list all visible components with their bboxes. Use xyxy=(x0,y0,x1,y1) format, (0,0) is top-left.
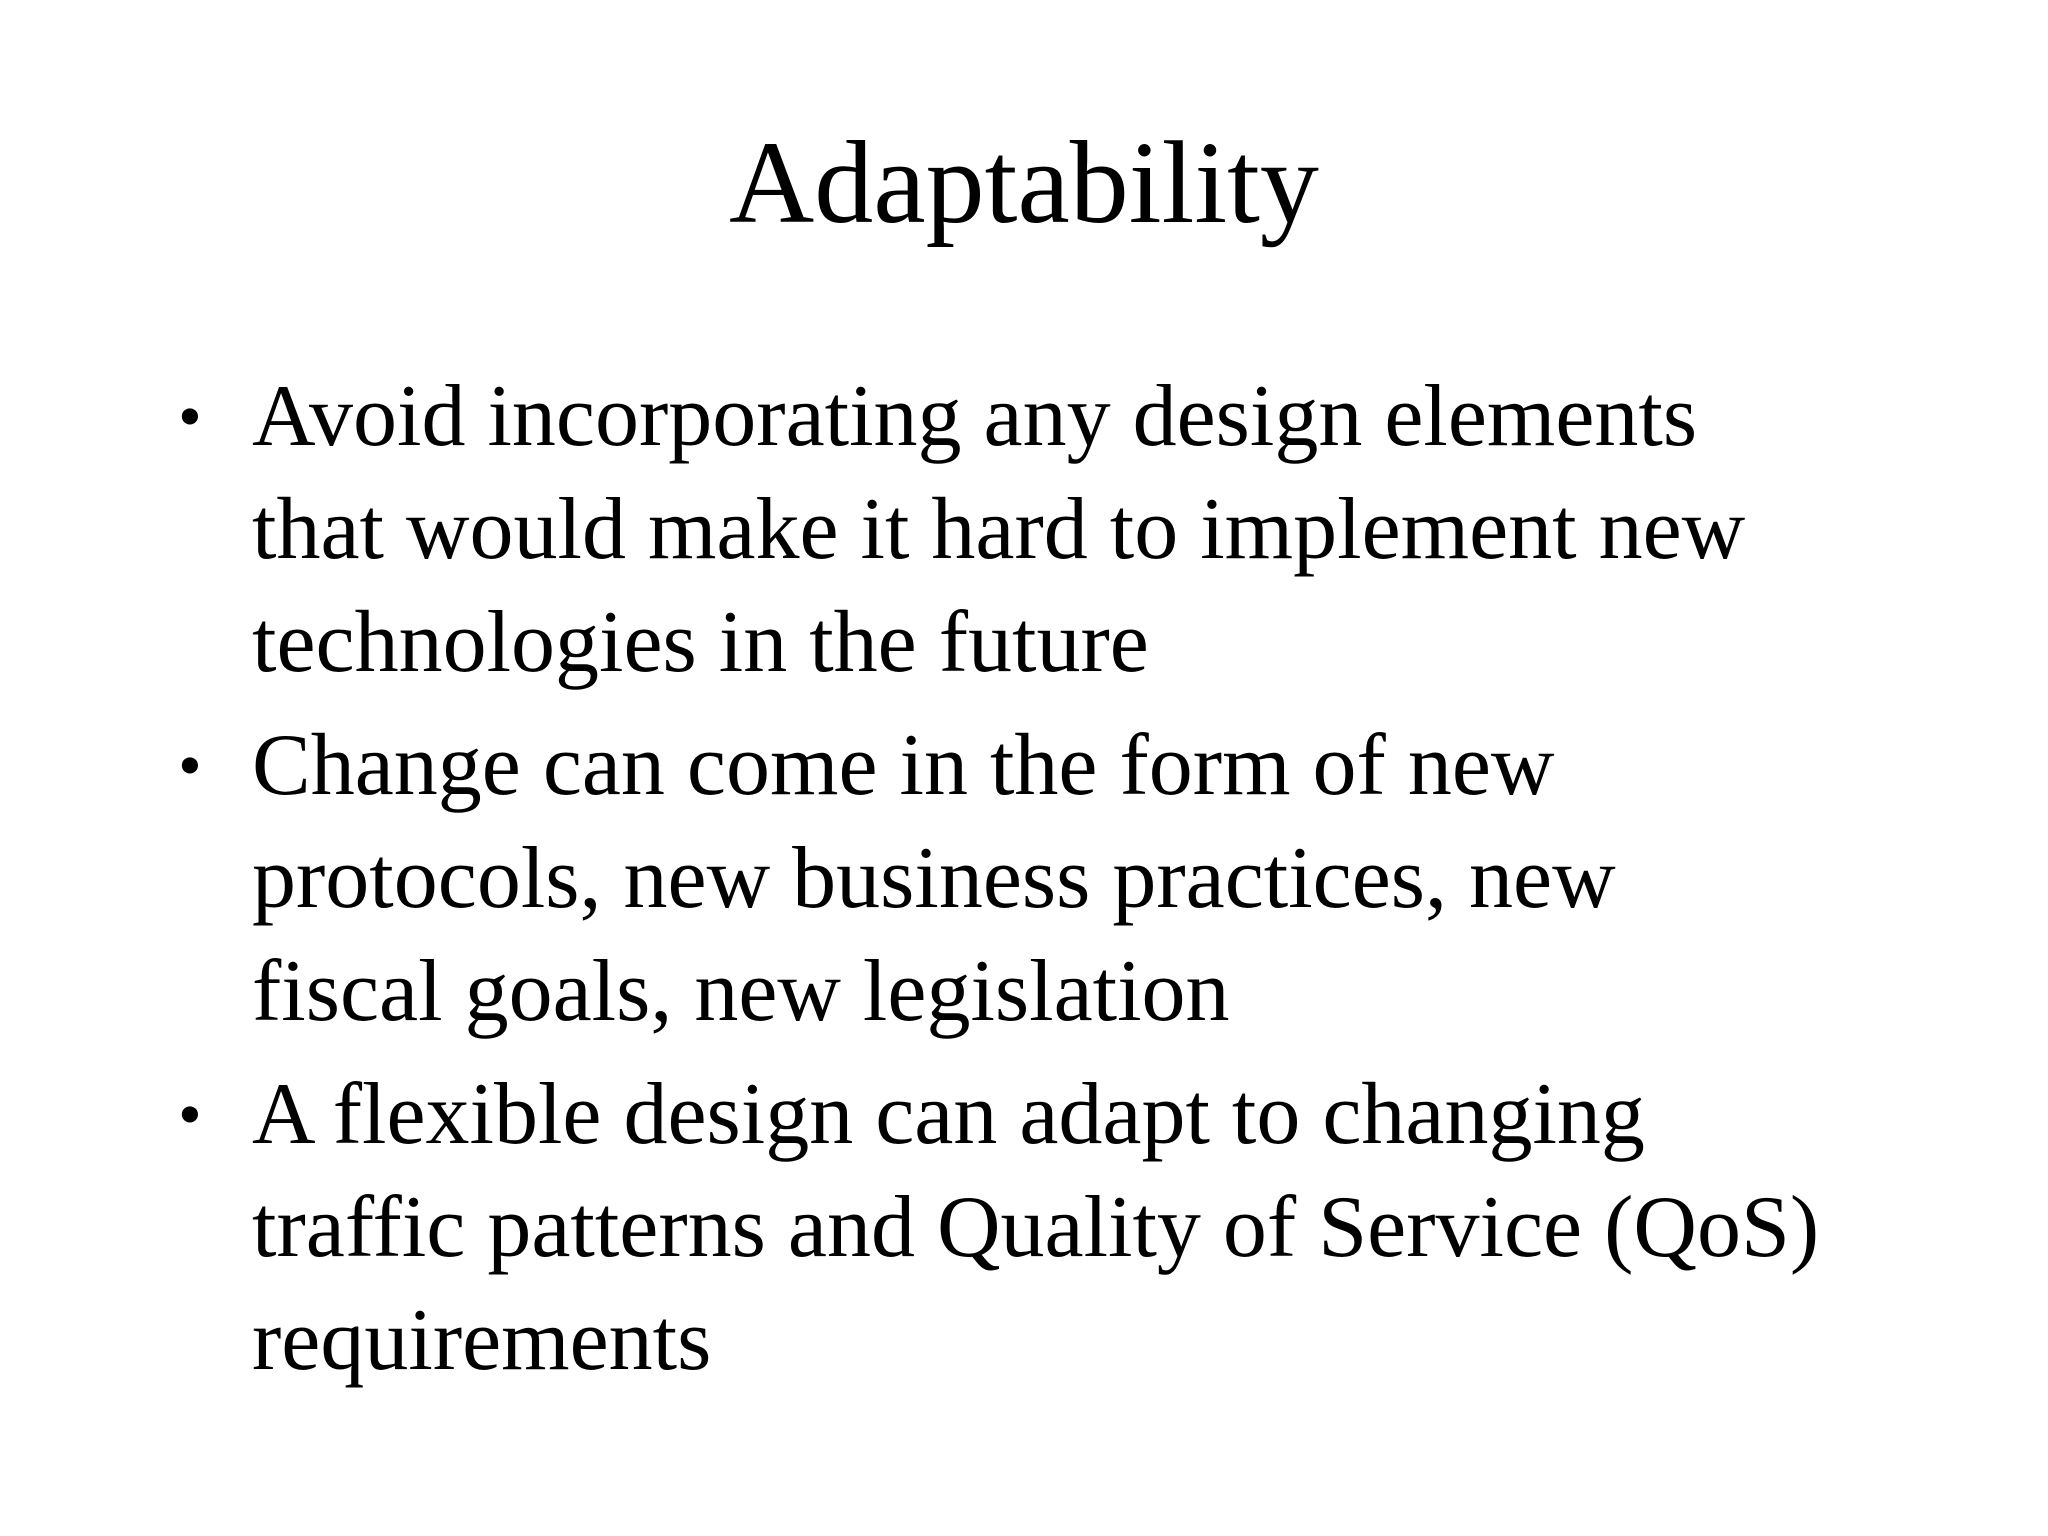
bullet-item-1 xyxy=(160,360,1960,699)
bullet-item-3 xyxy=(160,1058,1960,1397)
bullet-icon: • xyxy=(178,1076,202,1152)
bullet-text-line: that would make it hard to implement new xyxy=(252,481,1746,578)
bullet-text-line: Change can come in the form of new xyxy=(252,717,1555,814)
bullet-text-line: requirements xyxy=(252,1292,712,1389)
bullet-text-line: A flexible design can adapt to changing xyxy=(252,1066,1645,1163)
bullet-text-line: fiscal goals, new legislation xyxy=(252,943,1230,1040)
bullet-text-line: technologies in the future xyxy=(252,594,1149,691)
bullet-list xyxy=(160,360,1960,1407)
bullet-text-line: traffic patterns and Quality of Service (QoS) xyxy=(252,1179,1820,1276)
bullet-text-line: Avoid incorporating any design elements xyxy=(252,368,1698,465)
bullet-item-2 xyxy=(160,709,1960,1048)
bullet-text-line: protocols, new business practices, new xyxy=(252,830,1616,927)
slide-title: Adaptability xyxy=(729,117,1319,248)
bullet-icon: • xyxy=(178,727,202,803)
bullet-icon: • xyxy=(178,378,202,454)
